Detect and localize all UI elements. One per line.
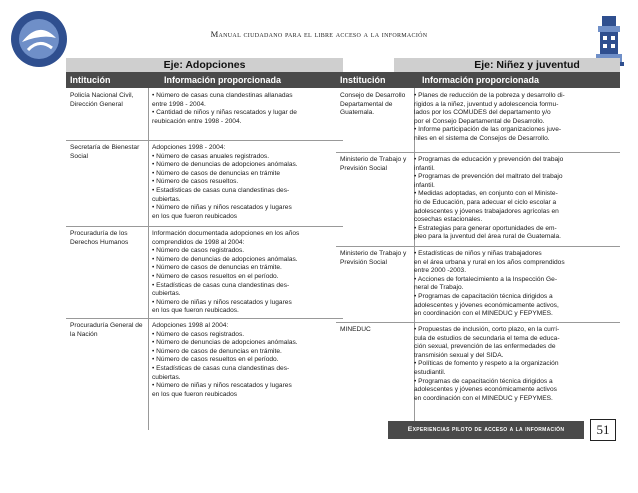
accion-ciudadana-logo xyxy=(8,8,70,70)
info-cell: • Propuestas de inclusión, corto plazo, en la currí- cula de estudios de secundaria el tema de educa- ción sexual, prevención de las enfermedades de transmisión sexual y del SIDA. • Políticas de fomento y respeto a la organización estudiantil. • Programas de capacitación técnica dirigidos a adolescentes y jóvenes económicamente activos en coordinación con el MINEDUC y FEPYMES. xyxy=(414,326,560,402)
adopciones-table xyxy=(66,58,343,430)
info-cell: • Número de casas cuna clandestinas allanadas entre 1998 - 2004. • Cantidad de niños y niñas rescatados y lugar de reubicación entre 1998 - 2004. xyxy=(152,92,297,125)
table-rows xyxy=(336,88,620,430)
table-row xyxy=(336,322,620,430)
ninez-juventud-table xyxy=(328,58,620,430)
institution-cell: MINEDUC xyxy=(340,326,371,333)
table-row xyxy=(336,152,620,247)
info-cell: • Estadísticas de niños y niñas trabajadores en el área urbana y rural en los años comprendidos entre 2000 -2003. • Acciones de fortalecimiento a la Inspección Ge- neral de Trabajo. • Programas de capacitación técnica dirigidos a adolescentes y jóvenes económicamente activos, en coordinación con el MINEDUC y FEPYMES. xyxy=(414,250,565,318)
table-header xyxy=(66,72,343,88)
page-number: 51 xyxy=(590,419,616,441)
column-header-info: Información proporcionada xyxy=(422,75,540,85)
institution-cell: Secretaría de Bienestar Social xyxy=(70,144,140,160)
table-header xyxy=(336,72,620,88)
info-cell: • Programas de educación y prevención del trabajo infantil. • Programas de prevención del maltrato del trabajo infantil. • Medidas adoptadas, en conjunto con el Ministe- rio de Educación, para adecuar el ciclo escolar a adolescentes y jóvenes trabajadores agrícolas en cosechas estacionales. • Estrategias para generar oportunidades de em- pleo para la juventud del área rural de Guatemala. xyxy=(414,156,564,241)
info-cell: • Planes de reducción de la pobreza y desarrollo di- rigidos a la niñez, juventud y adolescencia formu- lados por los COMUDES del departamento y/o por el Consejo Departamental de Desarrollo. • Informe participación de las organizaciones juve- niles en el sistema de Consejos de Desarrollo. xyxy=(414,92,565,142)
institution-cell: Procuraduría General de la Nación xyxy=(70,322,143,338)
institution-cell: Consejo de Desarrollo Departamental de Guatemala. xyxy=(340,92,406,117)
table-row xyxy=(66,226,343,319)
institution-cell: Ministerio de Trabajo y Previsión Social xyxy=(340,156,407,172)
info-cell: Adopciones 1998 - 2004: • Número de casas anuales registrados. • Número de denuncias de adopciones anómalas. • Número de casos de denuncias en trámite • Número de casos resueltos. • Estadísticas de casas cuna clandestinas des- cubiertas. • Número de niñas y niños rescatados y lugares en los que fueron reubicados xyxy=(152,144,298,220)
table-row xyxy=(66,140,343,227)
info-cell: Adopciones 1998 al 2004: • Número de casos registrados. • Número de denuncias de adopciones anómalas. • Número de casos de denuncias en trámite. • Número de casos resueltos en el período. • Estadísticas de casas cuna clandestinas des- cubiertas. • Número de niñas y niños rescatados y lugares en los que fueron reubicados xyxy=(152,322,298,398)
table-row xyxy=(66,318,343,430)
institution-cell: Policía Nacional Civil, Dirección General xyxy=(70,92,134,108)
footer-label: Experiencias piloto de acceso a la información xyxy=(388,421,584,439)
column-header-institution: Intitución xyxy=(70,75,111,85)
institution-cell: Ministerio de Trabajo y Previsión Social xyxy=(340,250,407,266)
eje-title: Eje: Niñez y juventud xyxy=(394,58,620,72)
eje-title: Eje: Adopciones xyxy=(66,58,343,72)
table-row xyxy=(336,88,620,153)
table-row xyxy=(66,88,343,141)
institution-cell: Procuraduría de los Derechos Humanos xyxy=(70,230,129,246)
column-header-info: Información proporcionada xyxy=(164,75,282,85)
info-cell: Información documentada adopciones en los años comprendidos de 1998 al 2004: • Número de casos registrados. • Número de denuncias de adopciones anómalas. • Número de casos de denuncias en trámite. • Número de casos resueltos en el período. • Estadísticas de casas cuna clandestinas des- cubiertas. • Número de niñas y niños rescatados y lugares en los que fueron reubicados. xyxy=(152,230,300,315)
column-header-institution: Institución xyxy=(340,75,386,85)
table-rows xyxy=(66,88,343,430)
document-body xyxy=(66,58,620,430)
header-title: Manual ciudadano para el libre acceso a la información xyxy=(210,29,428,39)
table-row xyxy=(336,246,620,323)
